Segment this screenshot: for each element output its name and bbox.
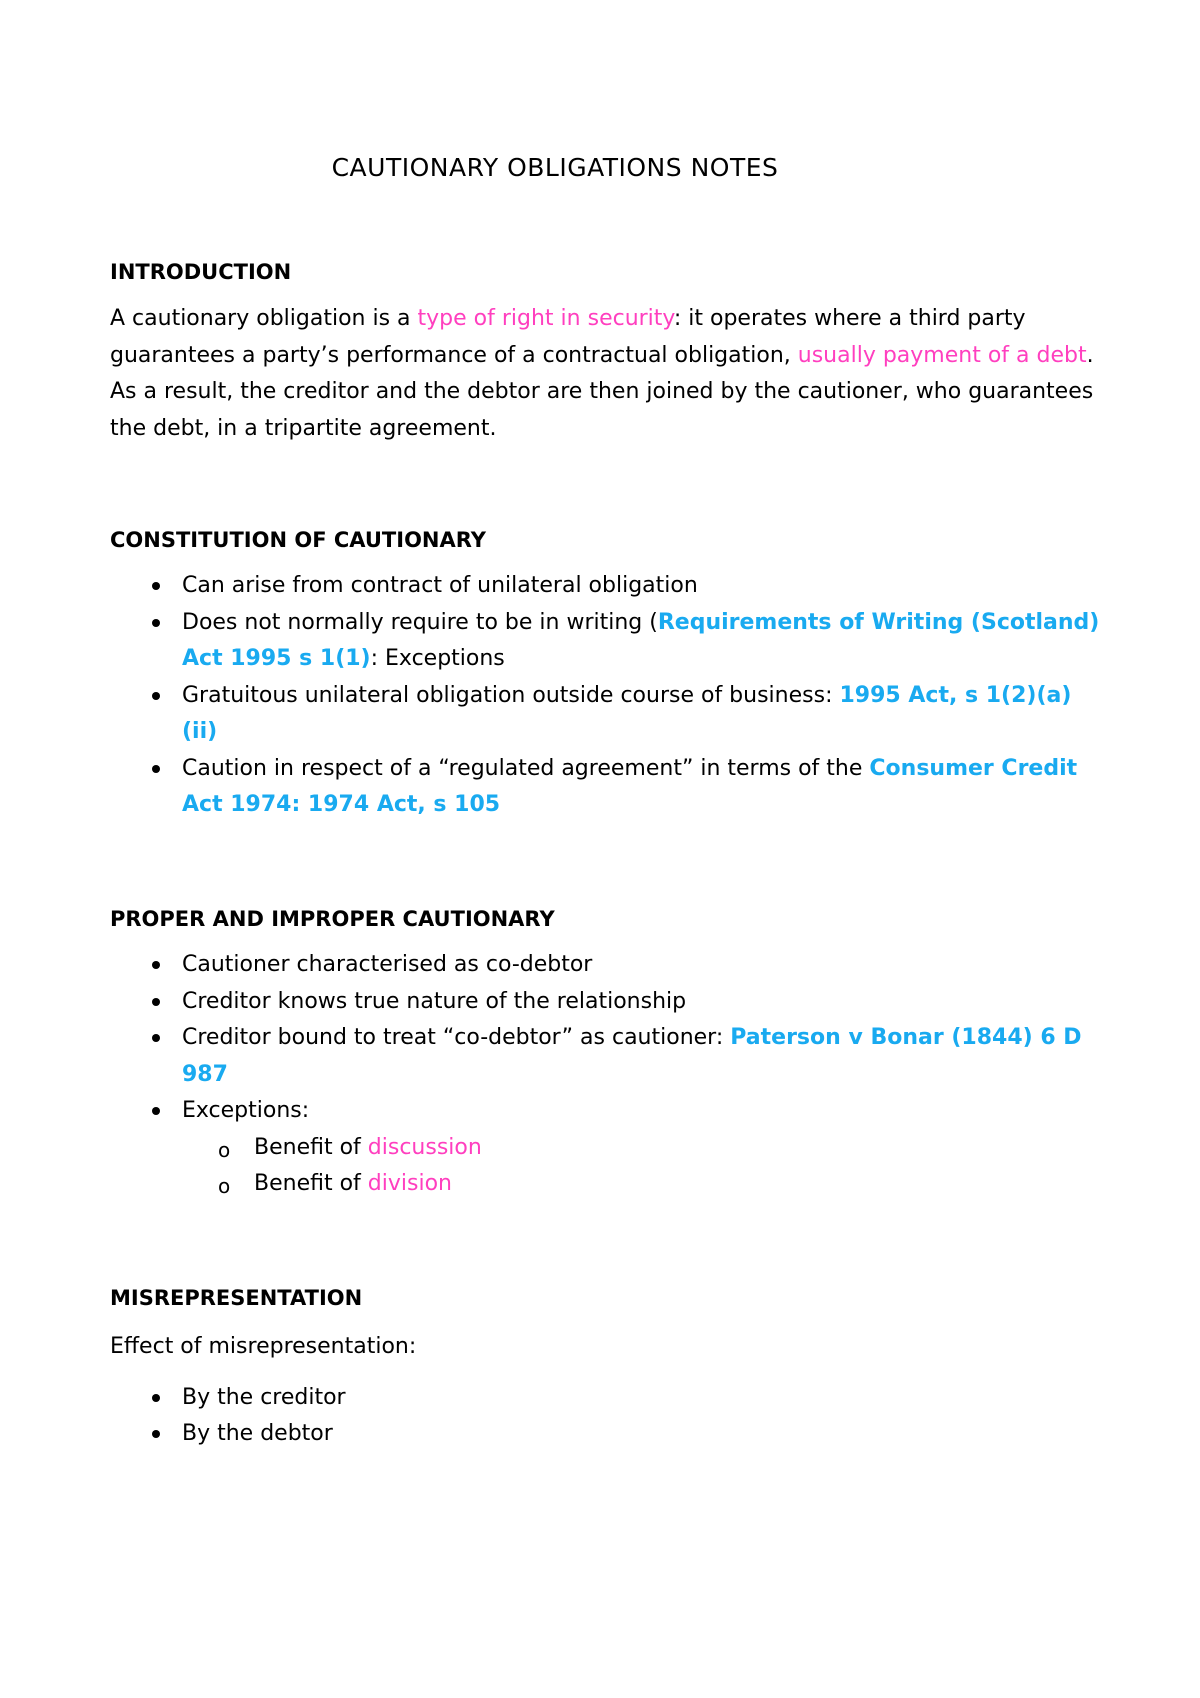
misrepresentation-list	[110, 1380, 1100, 1453]
list-item	[110, 605, 1100, 678]
intro-highlight-security: type of right in security	[417, 306, 674, 331]
intro-highlight-debt: usually payment of a debt	[797, 342, 1087, 368]
exceptions-sublist	[182, 1130, 1100, 1203]
document-title: CAUTIONARY OBLIGATIONS NOTES	[331, 153, 779, 182]
proper-improper-list	[110, 947, 1100, 1203]
list-item-text: Cautioner characterised as co-debtor	[182, 952, 593, 977]
intro-text-3: . As a result, the creditor and the debtor are then joined by the cautioner, who guarantees the debt, in a tripartite agreement.	[110, 342, 1094, 441]
proper-improper-heading: PROPER AND IMPROPER CAUTIONARY	[110, 907, 555, 931]
list-item	[110, 947, 1100, 984]
bullet-icon	[152, 961, 160, 969]
list-item-text: Creditor bound to treat “co-debtor” as cautioner:	[182, 1025, 731, 1050]
bullet-icon	[152, 1107, 160, 1115]
list-item-text: By the creditor	[182, 1384, 346, 1410]
list-item-text: By the debtor	[182, 1421, 333, 1446]
statute-reference: Requirements of Writing (Scotland) Act 1995 s 1(1)	[182, 609, 1100, 671]
sub-list-item	[182, 1130, 1100, 1167]
list-item	[110, 568, 1100, 605]
list-item	[110, 1093, 1100, 1203]
bullet-icon	[152, 765, 160, 773]
constitution-list	[110, 568, 1100, 824]
highlight-discussion: discussion	[367, 1134, 482, 1160]
misrepresentation-heading: MISREPRESENTATION	[110, 1286, 363, 1310]
bullet-icon	[152, 998, 160, 1006]
intro-text-2: : it operates where a third party guarantees a party’s performance of a contractual obligation,	[110, 306, 1026, 368]
misrepresentation-intro: Effect of misrepresentation:	[110, 1334, 417, 1359]
case-reference: Paterson v Bonar (1844) 6 D 987	[182, 1025, 1082, 1087]
bullet-icon	[152, 1430, 160, 1438]
bullet-icon	[152, 692, 160, 700]
list-item	[110, 751, 1100, 824]
list-item-text: : Exceptions	[370, 646, 505, 671]
sub-list-item	[182, 1166, 1100, 1203]
list-item	[110, 1020, 1100, 1093]
highlight-division: division	[367, 1171, 452, 1196]
list-item-text: Creditor knows true nature of the relationship	[182, 988, 687, 1014]
introduction-section	[110, 257, 1100, 447]
constitution-section	[110, 525, 1100, 824]
proper-improper-section	[110, 904, 1100, 1203]
statute-reference: Consumer Credit Act 1974: 1974 Act, s 105	[182, 755, 1078, 817]
statute-reference: 1995 Act, s 1(2)(a)(ii)	[182, 682, 1072, 744]
list-item	[110, 678, 1100, 751]
list-item-text: Gratuitous unilateral obligation outside course of business:	[182, 682, 840, 708]
list-item	[110, 1380, 1100, 1417]
circle-bullet-icon: o	[218, 1137, 231, 1162]
list-item	[110, 1416, 1100, 1453]
introduction-paragraph	[110, 301, 1100, 447]
sub-list-item-text: Benefit of	[254, 1134, 368, 1160]
list-item-text: Can arise from contract of unilateral obligation	[182, 573, 698, 598]
list-item-text: Does not normally require to be in writing (	[182, 609, 658, 635]
introduction-heading: INTRODUCTION	[110, 260, 292, 284]
circle-bullet-icon: o	[218, 1174, 231, 1198]
bullet-icon	[152, 619, 160, 627]
list-item	[110, 984, 1100, 1021]
list-item-text: Caution in respect of a “regulated agreement” in terms of the	[182, 755, 870, 781]
list-item-text: Exceptions:	[182, 1098, 310, 1123]
bullet-icon	[152, 1034, 160, 1042]
misrepresentation-section	[110, 1283, 1100, 1453]
bullet-icon	[152, 582, 160, 590]
bullet-icon	[152, 1394, 160, 1402]
constitution-heading: CONSTITUTION OF CAUTIONARY	[110, 528, 486, 552]
sub-list-item-text: Benefit of	[254, 1171, 368, 1196]
intro-text-1: A cautionary obligation is a	[110, 306, 418, 331]
